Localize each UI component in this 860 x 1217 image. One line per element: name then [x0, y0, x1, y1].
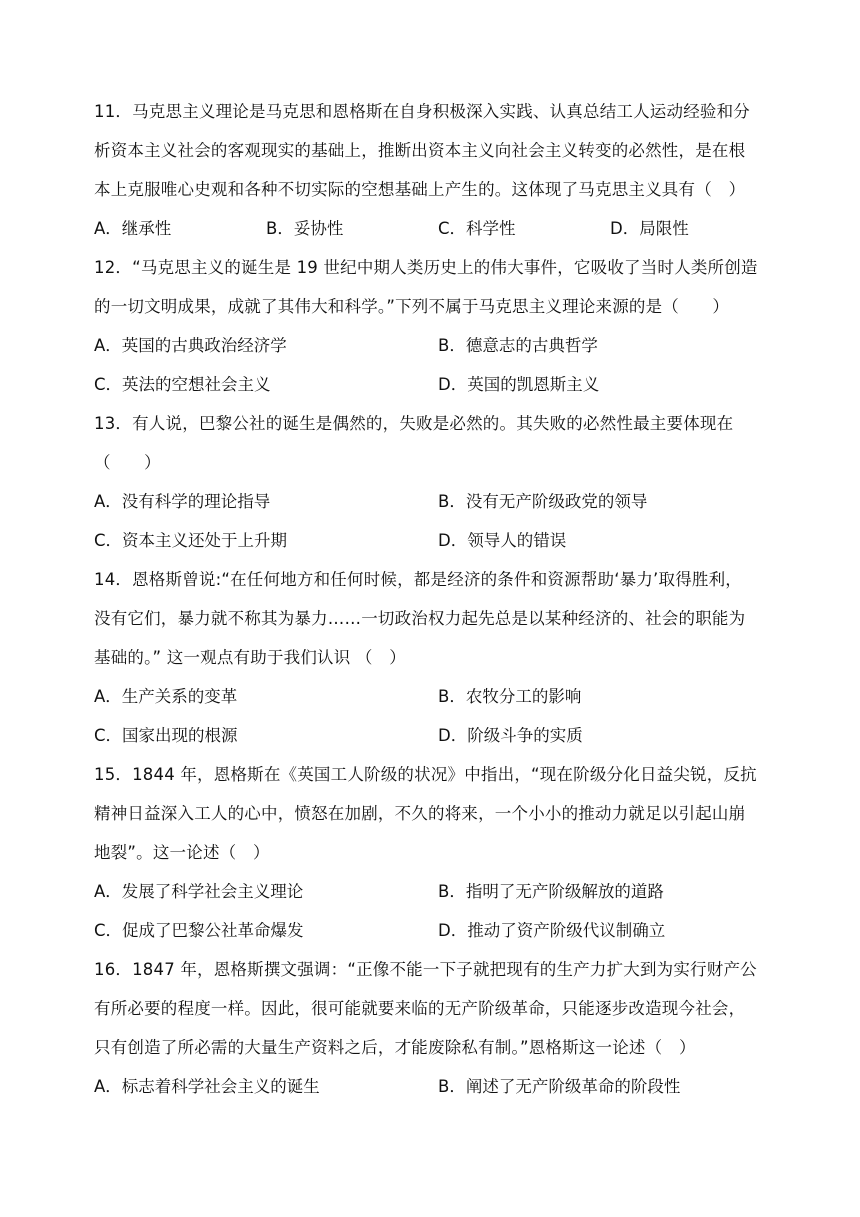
question-11-option-b: B．妥协性 — [266, 219, 344, 238]
question-13-option-a: A．没有科学的理论指导 — [94, 492, 271, 511]
question-15-line-2: 精神日益深入工人的心中，愤怒在加剧，不久的将来，一个小小的推动力就足以引起山崩 — [94, 804, 746, 823]
question-12-option-b: B．德意志的古典哲学 — [438, 336, 598, 355]
question-15-option-d: D．推动了资产阶级代议制确立 — [438, 921, 666, 940]
question-14-line-2: 没有它们，暴力就不称其为暴力……一切政治权力起先总是以某种经济的、社会的职能为 — [94, 609, 746, 628]
question-14-option-b: B．农牧分工的影响 — [438, 687, 582, 706]
question-11-option-c: C．科学性 — [438, 219, 516, 238]
question-14-option-a: A．生产关系的变革 — [94, 687, 238, 706]
question-13-option-d: D．领导人的错误 — [438, 531, 567, 550]
question-13-option-b: B．没有无产阶级政党的领导 — [438, 492, 648, 511]
question-14-line-1: 14．恩格斯曾说:“在任何地方和任何时候，都是经济的条件和资源帮助‘暴力’取得胜利， — [94, 570, 742, 589]
question-16-option-b: B．阐述了无产阶级革命的阶段性 — [438, 1077, 681, 1096]
question-15-option-b: B．指明了无产阶级解放的道路 — [438, 882, 664, 901]
question-16-line-2: 有所必要的程度一样。因此，很可能就要来临的无产阶级革命，只能逐步改造现今社会， — [94, 999, 746, 1018]
question-13-option-c: C．资本主义还处于上升期 — [94, 531, 288, 550]
question-16-line-1: 16．1847 年，恩格斯撰文强调：“正像不能一下子就把现有的生产力扩大到为实行财产公 — [94, 960, 757, 979]
question-12-line-1: 12．“马克思主义的诞生是 19 世纪中期人类历史上的伟大事件，它吸收了当时人类所创造 — [94, 258, 758, 277]
question-13-line-2: （ ） — [94, 453, 161, 472]
question-12-option-c: C．英法的空想社会主义 — [94, 375, 271, 394]
question-15-option-a: A．发展了科学社会主义理论 — [94, 882, 304, 901]
question-11-option-d: D．局限性 — [610, 219, 689, 238]
question-13-line-1: 13．有人说，巴黎公社的诞生是偶然的，失败是必然的。其失败的必然性最主要体现在 — [94, 414, 734, 433]
question-12-option-d: D．英国的凯恩斯主义 — [438, 375, 600, 394]
question-16-line-3: 只有创造了所必需的大量生产资料之后，才能废除私有制。”恩格斯这一论述（ ） — [94, 1038, 696, 1057]
question-15-line-3: 地裂”。这一论述（ ） — [94, 843, 270, 862]
question-16-option-a: A．标志着科学社会主义的诞生 — [94, 1077, 320, 1096]
question-12-line-2: 的一切文明成果，成就了其伟大和科学。”下列不属于马克思主义理论来源的是（ ） — [94, 297, 730, 316]
question-12-option-a: A．英国的古典政治经济学 — [94, 336, 287, 355]
question-15-line-1: 15．1844 年，恩格斯在《英国工人阶级的状况》中指出，“现在阶级分化日益尖锐，反抗 — [94, 765, 757, 784]
question-11-line-1: 11．马克思主义理论是马克思和恩格斯在自身积极深入实践、认真总结工人运动经验和分 — [94, 102, 750, 121]
question-11-option-a: A．继承性 — [94, 219, 172, 238]
question-11-line-2: 析资本主义社会的客观现实的基础上，推断出资本主义向社会主义转变的必然性，是在根 — [94, 141, 746, 160]
question-14-option-d: D．阶级斗争的实质 — [438, 726, 583, 745]
question-14-line-3: 基础的。” 这一观点有助于我们认识 （ ） — [94, 648, 406, 667]
question-14-option-c: C．国家出现的根源 — [94, 726, 238, 745]
question-15-option-c: C．促成了巴黎公社革命爆发 — [94, 921, 304, 940]
question-11-line-3: 本上克服唯心史观和各种不切实际的空想基础上产生的。这体现了马克思主义具有（ ） — [94, 180, 746, 199]
